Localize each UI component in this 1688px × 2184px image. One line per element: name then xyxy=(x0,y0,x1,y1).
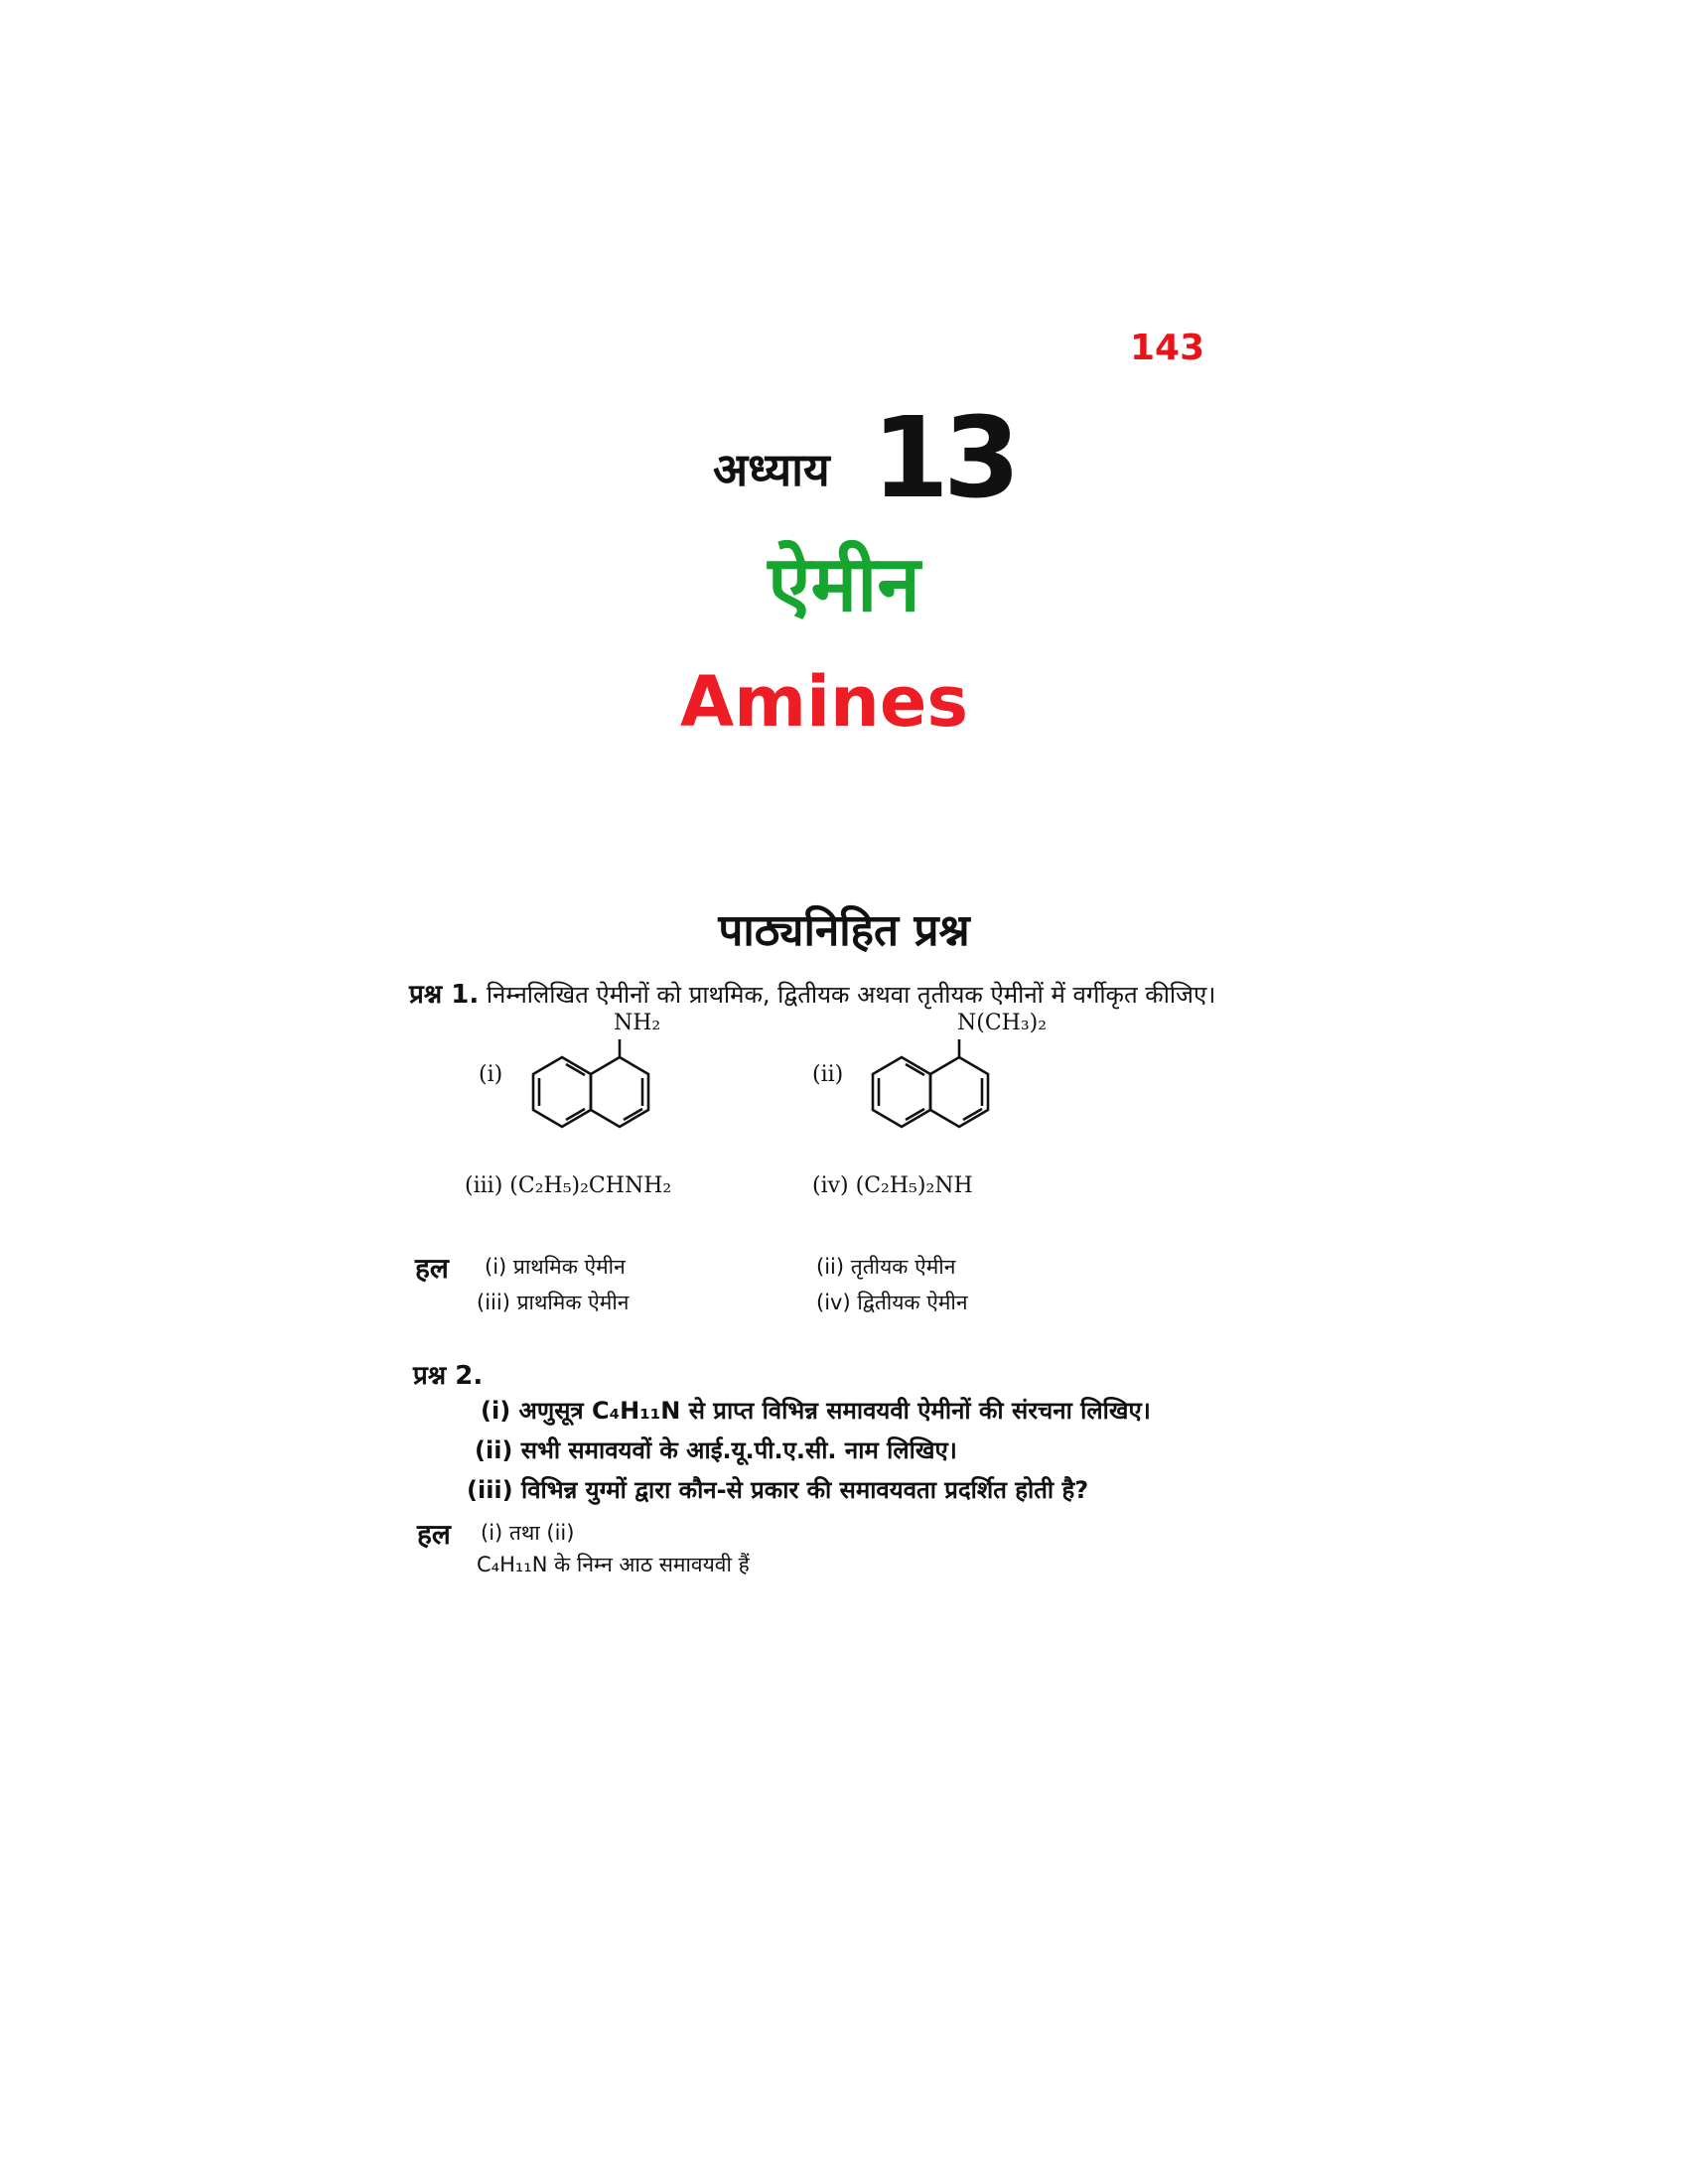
page-number: 143 xyxy=(1130,328,1205,368)
item-iii-number: (iii) xyxy=(465,1173,503,1198)
solution-1-answer-iv: (iv) द्वितीयक ऐमीन xyxy=(816,1291,968,1314)
question-2-part-ii: (ii) सभी समावयवों के आई.यू.पी.ए.सी. नाम लिखिए। xyxy=(475,1436,957,1464)
chapter-number: 13 xyxy=(872,394,1015,523)
solution-2-line-2: C₄H₁₁N के निम्न आठ समावयवी हैं xyxy=(477,1553,750,1576)
question-1 xyxy=(409,975,1215,1011)
solution-1-answer-i: (i) प्राथमिक ऐमीन xyxy=(485,1255,626,1279)
item-iv-number: (iv) xyxy=(812,1173,849,1198)
solution-2-line-1: (i) तथा (ii) xyxy=(481,1521,575,1545)
question-2-label: प्रश्न 2. xyxy=(413,1361,484,1391)
item-iv-formula: (C₂H₅)₂NH xyxy=(855,1173,973,1198)
item-i-group: NH₂ xyxy=(614,1011,661,1035)
item-ii-number: (ii) xyxy=(812,1062,844,1087)
naphthalene-structure-i xyxy=(506,1037,675,1157)
item-ii-group: N(CH₃)₂ xyxy=(957,1011,1048,1035)
item-i-number: (i) xyxy=(479,1062,503,1087)
solution-1-answer-ii: (ii) तृतीयक ऐमीन xyxy=(816,1255,956,1279)
item-iv xyxy=(812,1173,973,1198)
question-2-part-i: (i) अणुसूत्र C₄H₁₁N से प्राप्त विभिन्न समावयवी ऐमीनों की संरचना लिखिए। xyxy=(481,1397,1151,1425)
chapter-word: अध्याय xyxy=(713,443,830,496)
chapter-title-hindi: ऐमीन xyxy=(768,540,920,629)
chapter-title-english: Amines xyxy=(679,661,969,743)
solution-2-label: हल xyxy=(417,1518,451,1551)
question-1-label: प्रश्न 1. xyxy=(409,980,480,1010)
item-iii-formula: (C₂H₅)₂CHNH₂ xyxy=(509,1173,672,1198)
solution-1-label: हल xyxy=(415,1252,449,1285)
item-iii xyxy=(465,1173,671,1198)
naphthalene-structure-ii xyxy=(846,1037,1015,1157)
section-heading: पाठ्यनिहित प्रश्न xyxy=(718,905,970,956)
question-1-text: निम्नलिखित ऐमीनों को प्राथमिक, द्वितीयक अथवा तृतीयक ऐमीनों में वर्गीकृत कीजिए। xyxy=(486,981,1216,1009)
solution-1-answer-iii: (iii) प्राथमिक ऐमीन xyxy=(477,1291,630,1314)
question-2-part-iii: (iii) विभिन्न युग्मों द्वारा कौन-से प्रकार की समावयवता प्रदर्शित होती है? xyxy=(467,1476,1089,1504)
